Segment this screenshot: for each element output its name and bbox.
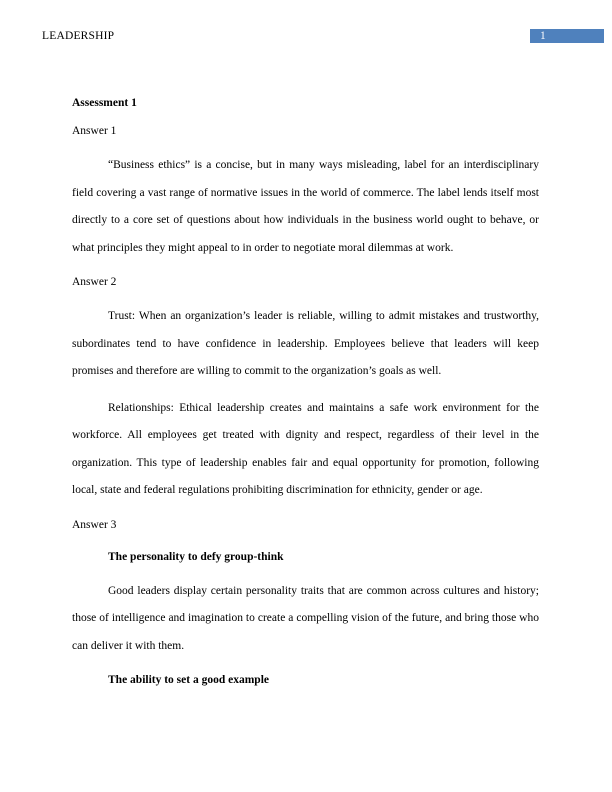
answer-3-paragraph-personality: Good leaders display certain personality traits that are common across cultures and history; those of intelligence and imagination to create a compelling vision of the future, and bring those who can deliver it with them. [72,584,539,652]
answer-3-label: Answer 3 [72,518,117,531]
assessment-title: Assessment 1 [72,97,137,109]
answer-2-paragraph-relationships: Relationships: Ethical leadership creates and maintains a safe work environment for the workforce. All employees get treated with dignity and respect, regardless of their level in the organization. This type of leadership enables fair and equal opportunity for promotion, following local, state and federal regulations prohibiting discrimination for ethnicity, gender or age. [72,401,539,496]
page-number: 1 [540,30,546,42]
running-head: LEADERSHIP [42,30,115,42]
answer-3-subheading-personality: The personality to defy group-think [108,550,284,563]
answer-3-subheading-example: The ability to set a good example [108,674,269,686]
answer-2-paragraph-trust: Trust: When an organization’s leader is reliable, willing to admit mistakes and trustworthy, subordinates tend to have confidence in leadership. Employees believe that leaders will keep promises and therefore are willing to commit to the organization’s goals as well. [72,310,539,377]
page-number-box [530,29,604,43]
document-body [72,92,539,701]
answer-1-paragraph: “Business ethics” is a concise, but in many ways misleading, label for an interdisciplinary field covering a vast range of normative issues in the world of commerce. The label lends itself most directly to a core set of questions about how individuals in the business world ought to behave, or what principles they might appeal to in order to negotiate moral dilemmas at work. [72,159,539,254]
answer-1-label: Answer 1 [72,125,117,137]
answer-2-label: Answer 2 [72,276,117,288]
